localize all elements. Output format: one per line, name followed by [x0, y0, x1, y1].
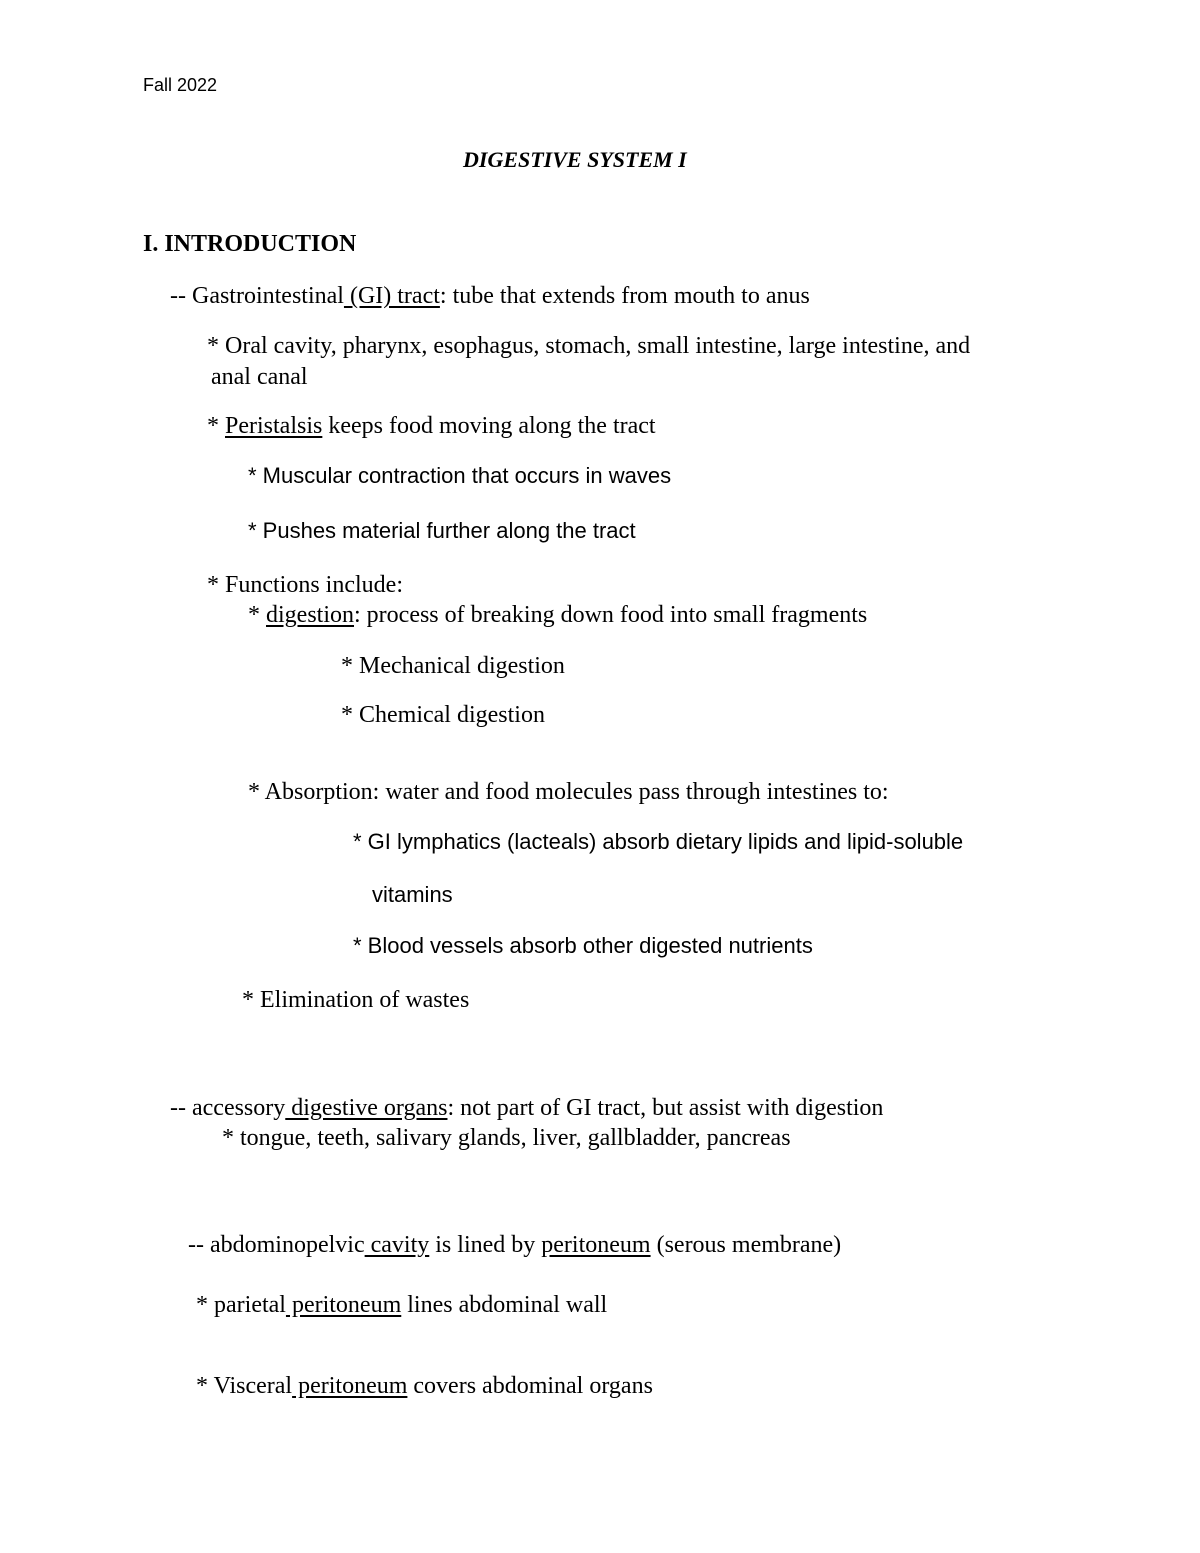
visceral-term: peritoneum: [292, 1373, 408, 1399]
page-header: Fall 2022: [143, 75, 218, 95]
digestion-definition: : process of breaking down food into small fragments: [354, 602, 868, 628]
peristalsis-definition: keeps food moving along the tract: [322, 413, 656, 439]
parietal-prefix: * parietal: [196, 1292, 286, 1318]
elimination-line: * Elimination of wastes: [242, 987, 470, 1013]
gi-organs-line1: * Oral cavity, pharynx, esophagus, stomach, small intestine, large intestine, and: [207, 333, 971, 359]
cavity-mid: is lined by: [429, 1232, 542, 1258]
accessory-term: digestive organs: [285, 1095, 448, 1121]
chemical-line: * Chemical digestion: [341, 702, 545, 728]
bullet: *: [248, 602, 266, 628]
gi-prefix: -- Gastrointestinal: [170, 283, 344, 309]
lymphatics-line1: * GI lymphatics (lacteals) absorb dietary lipids and lipid-soluble: [353, 829, 964, 854]
peritoneum-term: peritoneum: [541, 1232, 651, 1258]
visceral-prefix: * Visceral: [196, 1373, 293, 1399]
gi-term: (GI) tract: [343, 283, 440, 309]
digestion-term: digestion: [266, 602, 354, 628]
muscular-line: * Muscular contraction that occurs in waves: [248, 463, 672, 488]
gi-definition: : tube that extends from mouth to anus: [439, 283, 810, 309]
parietal-line: [196, 1293, 607, 1317]
peristalsis-term: Peristalsis: [225, 413, 323, 439]
section-heading: I. INTRODUCTION: [143, 231, 357, 257]
accessory-list: * tongue, teeth, salivary glands, liver, gallbladder, pancreas: [222, 1125, 791, 1151]
accessory-prefix: -- accessory: [170, 1095, 286, 1121]
visceral-rest: covers abdominal organs: [407, 1373, 653, 1399]
mechanical-line: * Mechanical digestion: [341, 653, 565, 679]
cavity-rest: (serous membrane): [650, 1232, 842, 1258]
digestion-line: [248, 603, 867, 627]
peristalsis-line: [207, 414, 656, 438]
parietal-term: peritoneum: [285, 1292, 402, 1318]
bullet: *: [207, 413, 225, 439]
accessory-definition: : not part of GI tract, but assist with digestion: [447, 1095, 884, 1121]
functions-line: * Functions include:: [207, 572, 403, 598]
gi-tract-line: [170, 284, 810, 308]
accessory-line: [170, 1096, 883, 1120]
absorption-line: * Absorption: water and food molecules pass through intestines to:: [248, 779, 889, 805]
visceral-line: [196, 1374, 653, 1398]
parietal-rest: lines abdominal wall: [401, 1292, 608, 1318]
blood-vessels-line: * Blood vessels absorb other digested nutrients: [353, 933, 813, 958]
lymphatics-line2: vitamins: [372, 882, 453, 907]
cavity-prefix: -- abdominopelvic: [188, 1232, 365, 1258]
document-title: DIGESTIVE SYSTEM I: [463, 147, 687, 172]
cavity-line: [188, 1233, 841, 1257]
gi-organs-line2: anal canal: [211, 364, 308, 390]
pushes-line: * Pushes material further along the tract: [248, 518, 636, 543]
cavity-term: cavity: [364, 1232, 430, 1258]
